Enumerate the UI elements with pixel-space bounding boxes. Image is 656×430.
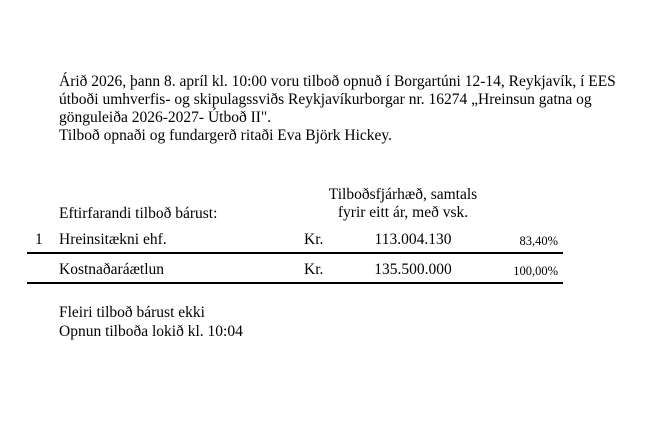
amount-header-line1: Tilboðsfjárhæð, samtals [328,186,478,203]
footer-line: Fleiri tilboð bárust ekki [59,304,205,321]
bid-percent: 100,00% [513,264,558,278]
intro-line: Árið 2026, þann 8. apríl kl. 10:00 voru tilboð opnuð í Borgartúni 12-14, Reykjavík, í EES [59,73,616,90]
currency: Kr. [304,261,324,278]
intro-line: útboði umhverfis- og skipulagssviðs Reykjavíkurborgar nr. 16274 „Hreinsun gatna og [59,91,592,108]
amount-header-line2: fyrir eitt ár, með vsk. [337,204,469,221]
row-number: 1 [35,231,43,248]
currency: Kr. [304,231,324,248]
bidder-name: Kostnaðaráætlun [59,261,165,278]
intro-line: gönguleiða 2026-2027- Útboð II". [59,109,272,126]
row-divider [27,252,563,254]
row-divider [27,282,563,284]
intro-line: Tilboð opnaði og fundargerð ritaði Eva Björk Hickey. [59,127,393,144]
intro-paragraph [59,73,616,145]
bid-amount: 113.004.130 [374,231,452,248]
bid-amount: 135.500.000 [374,261,452,278]
bids-received-label: Eftirfarandi tilboð bárust: [59,205,218,222]
bidder-name: Hreinsitækni ehf. [59,231,167,248]
footer-line: Opnun tilboða lokið kl. 10:04 [59,323,243,340]
bid-percent: 83,40% [519,234,558,248]
